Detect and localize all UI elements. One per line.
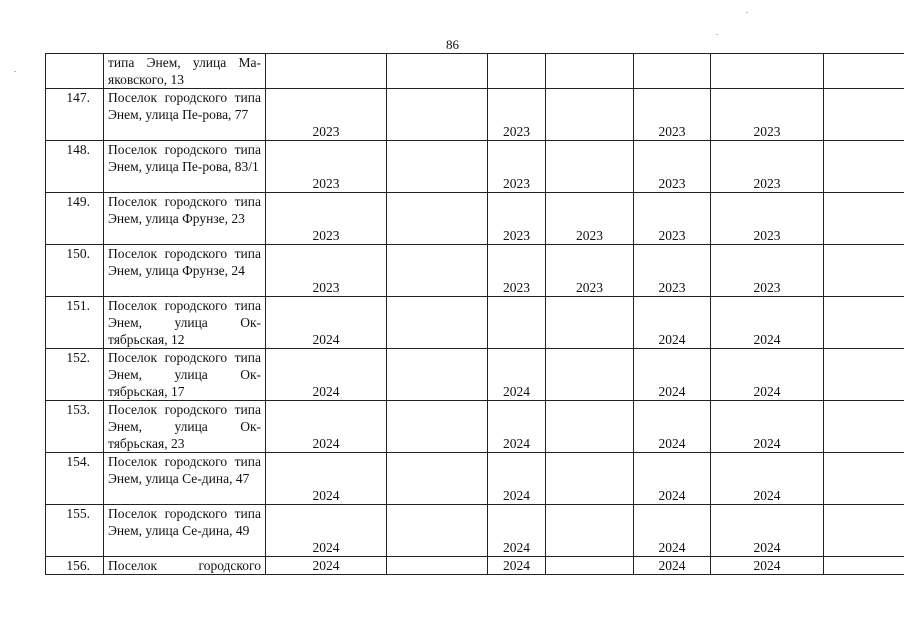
year-cell: 2023: [634, 245, 711, 297]
year-cell: 2024: [634, 297, 711, 349]
year-cell: [546, 297, 634, 349]
year-cell: [387, 141, 488, 193]
year-cell: 2024: [711, 557, 824, 575]
address-cell: Поселок городского типа Энем, улица Ок-тябрьская, 17: [104, 349, 266, 401]
year-cell: 2024: [634, 505, 711, 557]
table-row: [46, 453, 904, 505]
year-cell: [387, 401, 488, 453]
year-cell: [387, 349, 488, 401]
year-cell: [824, 193, 904, 245]
year-cell: [546, 401, 634, 453]
year-cell: 2024: [634, 401, 711, 453]
year-cell: [824, 245, 904, 297]
year-cell: 2023: [634, 89, 711, 141]
year-cell: [387, 453, 488, 505]
address-cell: Поселок городского типа Энем, улица Се-дина, 49: [104, 505, 266, 557]
year-cell: [824, 401, 904, 453]
year-cell: 2024: [488, 401, 546, 453]
row-number-cell: 153.: [46, 401, 104, 453]
year-cell: [387, 297, 488, 349]
table-row: [46, 557, 904, 575]
year-cell: 2023: [266, 89, 387, 141]
year-cell: [546, 349, 634, 401]
address-cell: Поселок городского типа Энем, улица Ок-тябрьская, 23: [104, 401, 266, 453]
year-cell: [387, 193, 488, 245]
year-cell: [546, 141, 634, 193]
year-cell: 2024: [711, 453, 824, 505]
row-number-cell: 152.: [46, 349, 104, 401]
year-cell: 2023: [711, 89, 824, 141]
year-cell: [546, 505, 634, 557]
year-cell: 2024: [711, 349, 824, 401]
row-number-cell: 149.: [46, 193, 104, 245]
year-cell: [824, 89, 904, 141]
year-cell: [266, 54, 387, 89]
address-cell: Поселок городского типа Энем, улица Фрунзе, 23: [104, 193, 266, 245]
year-cell: 2023: [634, 141, 711, 193]
table-row: [46, 89, 904, 141]
address-cell: Поселок городского типа Энем, улица Ок-тябрьская, 12: [104, 297, 266, 349]
address-cell: Поселок городского типа Энем, улица Пе-рова, 77: [104, 89, 266, 141]
year-cell: [824, 141, 904, 193]
year-cell: 2023: [546, 245, 634, 297]
table-row: [46, 54, 904, 89]
year-cell: 2024: [711, 297, 824, 349]
row-number-cell: 148.: [46, 141, 104, 193]
year-cell: 2023: [711, 193, 824, 245]
year-cell: [546, 89, 634, 141]
year-cell: 2024: [266, 453, 387, 505]
year-cell: 2023: [488, 245, 546, 297]
table-row: [46, 141, 904, 193]
scan-speck: [746, 12, 748, 13]
table-row: [46, 245, 904, 297]
year-cell: [488, 54, 546, 89]
address-cell: типа Энем, улица Ма-яковского, 13: [104, 54, 266, 89]
year-cell: 2023: [546, 193, 634, 245]
scan-speck: [716, 34, 718, 35]
year-cell: 2023: [711, 245, 824, 297]
scan-speck: [14, 71, 16, 72]
year-cell: 2024: [488, 505, 546, 557]
page-number: 86: [446, 37, 459, 52]
register-table: [45, 53, 904, 575]
year-cell: 2024: [488, 453, 546, 505]
row-number-cell: 156.: [46, 557, 104, 575]
year-cell: 2024: [266, 297, 387, 349]
address-cell: Поселок городского типа Энем, улица Фрунзе, 24: [104, 245, 266, 297]
year-cell: 2024: [266, 401, 387, 453]
year-cell: 2023: [266, 141, 387, 193]
year-cell: 2024: [634, 557, 711, 575]
year-cell: 2024: [266, 349, 387, 401]
year-cell: 2024: [711, 505, 824, 557]
table-row: [46, 297, 904, 349]
row-number-cell: 155.: [46, 505, 104, 557]
year-cell: 2023: [266, 193, 387, 245]
year-cell: [824, 557, 904, 575]
year-cell: [824, 54, 904, 89]
year-cell: 2024: [634, 453, 711, 505]
year-cell: [387, 557, 488, 575]
year-cell: [824, 349, 904, 401]
year-cell: 2023: [488, 141, 546, 193]
year-cell: 2024: [488, 349, 546, 401]
year-cell: [824, 453, 904, 505]
year-cell: [387, 505, 488, 557]
year-cell: 2023: [488, 89, 546, 141]
year-cell: 2023: [634, 193, 711, 245]
table-row: [46, 349, 904, 401]
address-cell: Поселок городского типа Энем, улица Се-дина, 47: [104, 453, 266, 505]
year-cell: [824, 297, 904, 349]
year-cell: [634, 54, 711, 89]
year-cell: 2023: [711, 141, 824, 193]
year-cell: [387, 54, 488, 89]
year-cell: [387, 89, 488, 141]
year-cell: 2024: [634, 349, 711, 401]
table-row: [46, 505, 904, 557]
year-cell: [546, 453, 634, 505]
row-number-cell: 151.: [46, 297, 104, 349]
address-cell: Поселок городского типа Энем, улица Пе-рова, 83/1: [104, 141, 266, 193]
year-cell: 2024: [488, 557, 546, 575]
year-cell: [546, 557, 634, 575]
row-number-cell: [46, 54, 104, 89]
row-number-cell: 154.: [46, 453, 104, 505]
year-cell: [824, 505, 904, 557]
table-row: [46, 193, 904, 245]
address-cell: Поселок городского: [104, 557, 266, 575]
year-cell: 2023: [266, 245, 387, 297]
year-cell: [711, 54, 824, 89]
year-cell: [387, 245, 488, 297]
year-cell: 2024: [711, 401, 824, 453]
table-row: [46, 401, 904, 453]
year-cell: 2023: [488, 193, 546, 245]
year-cell: 2024: [266, 557, 387, 575]
year-cell: 2024: [266, 505, 387, 557]
year-cell: [546, 54, 634, 89]
row-number-cell: 147.: [46, 89, 104, 141]
year-cell: [488, 297, 546, 349]
row-number-cell: 150.: [46, 245, 104, 297]
